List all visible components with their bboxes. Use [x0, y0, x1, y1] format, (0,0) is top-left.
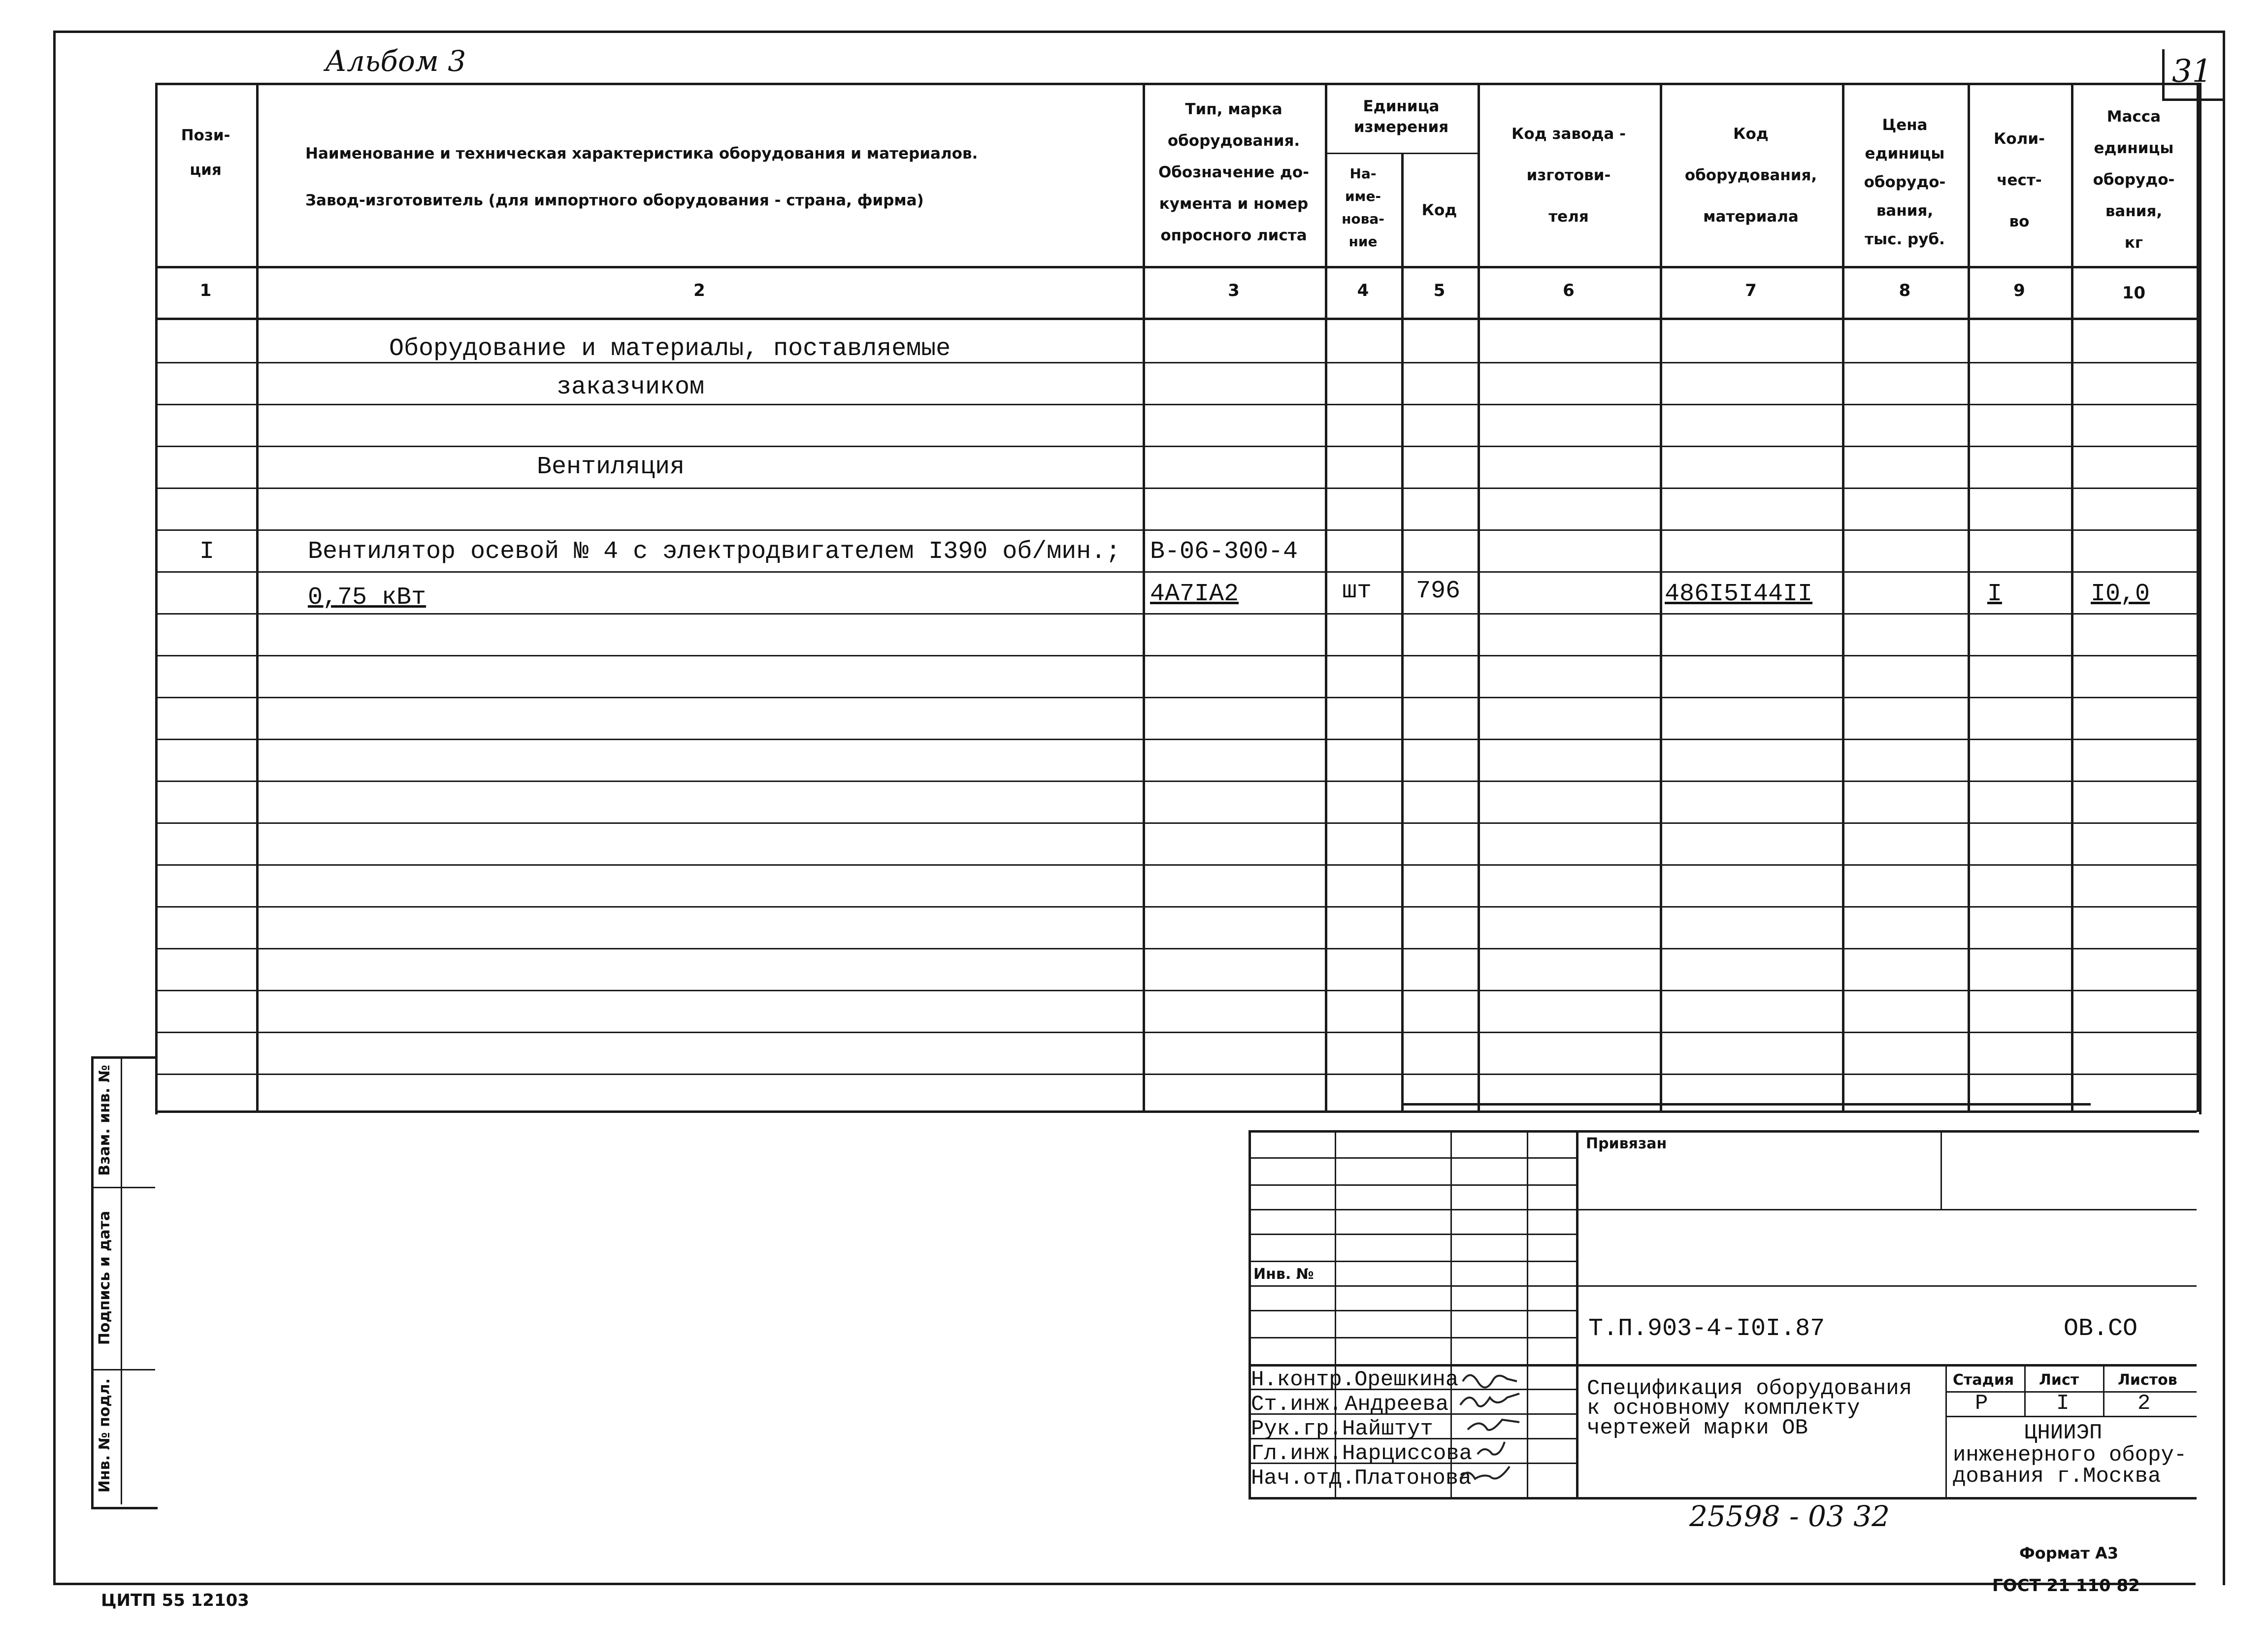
- org-line-3: дования г.Москва: [1953, 1464, 2161, 1489]
- table-bottom-line: [155, 1110, 2197, 1113]
- header-col2: Наименование и техническая характеристика оборудования и материалов. Завод-изготовитель (для импортного оборудования - страна, фирма): [305, 145, 978, 209]
- col-number: 4: [1357, 281, 1369, 300]
- header-col4: На- име- нова- ние: [1342, 165, 1384, 250]
- format-label: Формат А3: [2019, 1544, 2119, 1563]
- item-mass: I0,0: [2091, 580, 2150, 608]
- item-position: I: [199, 538, 215, 566]
- tb-vline: [1940, 1130, 1942, 1209]
- sheets-value: 2: [2137, 1391, 2151, 1416]
- col-number: 10: [2122, 283, 2146, 303]
- unit-subheader-line: [1325, 153, 1478, 154]
- org-line-2: инженерного обору-: [1953, 1443, 2187, 1467]
- header-col7: Код оборудования, материала: [1684, 125, 1817, 226]
- header-col5: Код: [1421, 201, 1457, 219]
- item-name-line-2: 0,75 кВт: [308, 584, 427, 612]
- item-qty: I: [1987, 580, 2003, 608]
- header-col10: Масса единицы оборудо- вания, кг: [2093, 108, 2175, 252]
- tb-hline: [1249, 1157, 1576, 1159]
- col-number: 6: [1563, 281, 1575, 300]
- row-line: [155, 822, 2197, 824]
- org-line-1: ЦНИИЭП: [2024, 1421, 2103, 1445]
- stage-value: Р: [1975, 1391, 1988, 1416]
- doc-title-3: чертежей марки ОВ: [1587, 1416, 1808, 1440]
- item-equipment-code: 486I5I44II: [1665, 580, 1813, 608]
- col-number: 1: [199, 281, 212, 300]
- side-stamp-inv: Инв. № подл.: [96, 1378, 113, 1493]
- sheet-label: Лист: [2039, 1371, 2079, 1389]
- signer-name: Орешкина: [1354, 1368, 1459, 1392]
- signatures-graphic: [1458, 1367, 1576, 1497]
- signer-role: Н.контр.: [1251, 1368, 1355, 1392]
- tb-hline: [1249, 1234, 1576, 1235]
- col-number: 7: [1745, 281, 1757, 300]
- row-line: [155, 404, 2197, 405]
- signer-name: Андреева: [1345, 1392, 1449, 1417]
- sheet-value: I: [2056, 1391, 2070, 1416]
- side-stamp-vzam: Взам. инв. №: [96, 1065, 113, 1176]
- signer-role: Ст.инж.: [1251, 1392, 1342, 1417]
- row-line: [155, 906, 2197, 908]
- frame-bottom-line: [53, 1583, 2196, 1585]
- signer-role: Гл.инж.: [1251, 1441, 1342, 1466]
- tb-hline: [1249, 1261, 1576, 1262]
- row-line: [155, 1074, 2197, 1075]
- signature-scribble: [1478, 1442, 1505, 1455]
- signer-name: Платонова: [1354, 1466, 1472, 1491]
- row-line: [155, 697, 2197, 698]
- privyazan-label: Привязан: [1586, 1135, 1667, 1152]
- side-stamp-podpis: Подпись и дата: [96, 1210, 113, 1345]
- col-number: 3: [1228, 281, 1240, 300]
- header-col1: Пози- ция: [181, 127, 230, 179]
- sheets-label: Листов: [2118, 1371, 2177, 1389]
- signer-name: Найштут: [1342, 1417, 1433, 1441]
- row-line: [155, 655, 2197, 656]
- row-line: [155, 488, 2197, 489]
- row-line: [155, 529, 2197, 531]
- row-line: [155, 948, 2197, 949]
- row-line: [155, 446, 2197, 447]
- signature-scribble: [1460, 1394, 1519, 1406]
- tb-vline: [2024, 1364, 2026, 1416]
- item-unit: шт: [1342, 577, 1372, 605]
- row-line: [155, 613, 2197, 615]
- sheet-number-handwritten: 31: [2172, 53, 2212, 90]
- row-line: [155, 990, 2197, 991]
- signer-name: Нарциссова: [1342, 1441, 1473, 1466]
- tb-hline: [1249, 1364, 2197, 1367]
- col-number: 8: [1899, 281, 1911, 300]
- stage-label: Стадия: [1953, 1371, 2014, 1389]
- header-col45-group: Единица измерения: [1353, 98, 1449, 136]
- tb-hline: [1249, 1184, 1576, 1186]
- row-line: [155, 1032, 2197, 1033]
- signature-scribble: [1460, 1466, 1510, 1479]
- subsection-title: Вентиляция: [537, 453, 685, 481]
- inv-no-label: Инв. №: [1253, 1266, 1314, 1283]
- side-stamp-divider: [121, 1056, 122, 1504]
- lower-section-line: [1401, 1103, 2091, 1106]
- numbers-divider: [155, 318, 2197, 320]
- table-right-inner-line: [2197, 83, 2199, 1112]
- col-number: 2: [693, 281, 705, 300]
- doc-code: Т.П.903-4-I0I.87: [1588, 1315, 1825, 1343]
- col-number: 9: [2013, 281, 2025, 300]
- header-col8: Цена единицы оборудо- вания, тыс. руб.: [1864, 116, 1946, 248]
- tb-hline: [1249, 1310, 1576, 1311]
- tb-hline: [1249, 1209, 2197, 1210]
- row-line: [155, 571, 2197, 573]
- signer-role: Нач.отд.: [1251, 1466, 1355, 1491]
- col-line: [256, 83, 259, 1112]
- doc-title-2: к основному комплекту: [1587, 1396, 1860, 1421]
- tb-hline: [1945, 1416, 2197, 1417]
- tb-vline: [1576, 1130, 1578, 1497]
- album-label: Альбом 3: [325, 44, 466, 78]
- item-name-line-1: Вентилятор осевой № 4 с электродвигателем I390 об/мин.;: [308, 538, 1121, 566]
- tb-hline: [1249, 1285, 2197, 1287]
- signature-scribble: [1463, 1375, 1517, 1388]
- section-title-2: заказчиком: [557, 373, 705, 401]
- item-type-line-2: 4А7IА2: [1150, 580, 1239, 608]
- tb-hline: [1249, 1337, 1576, 1338]
- signature-scribble: [1468, 1420, 1519, 1430]
- tb-vline: [1945, 1364, 1947, 1497]
- header-col6: Код завода - изготови- теля: [1512, 125, 1626, 226]
- cipt-label: ЦИТП 55 12103: [101, 1591, 249, 1610]
- row-line: [155, 739, 2197, 740]
- tb-vline: [2103, 1364, 2104, 1416]
- col-number: 5: [1433, 281, 1446, 300]
- header-divider: [155, 266, 2197, 268]
- section-title-1: Оборудование и материалы, поставляемые: [389, 335, 951, 363]
- header-col3: Тип, марка оборудования. Обозначение до- кумента и номер опросного листа: [1158, 100, 1310, 244]
- item-unit-code: 796: [1416, 577, 1461, 605]
- row-line: [155, 864, 2197, 866]
- doc-title-1: Спецификация оборудования: [1587, 1376, 1912, 1401]
- handwritten-code: 25598 - 03 32: [1689, 1499, 1890, 1533]
- row-line: [155, 781, 2197, 782]
- item-type-line-1: В-06-300-4: [1150, 538, 1298, 566]
- gost-label: ГОСТ 21 110 82: [1992, 1576, 2140, 1596]
- doc-mark: ОВ.СО: [2064, 1315, 2138, 1343]
- signer-role: Рук.гр.: [1251, 1417, 1342, 1441]
- header-col9: Коли- чест- во: [1994, 130, 2045, 230]
